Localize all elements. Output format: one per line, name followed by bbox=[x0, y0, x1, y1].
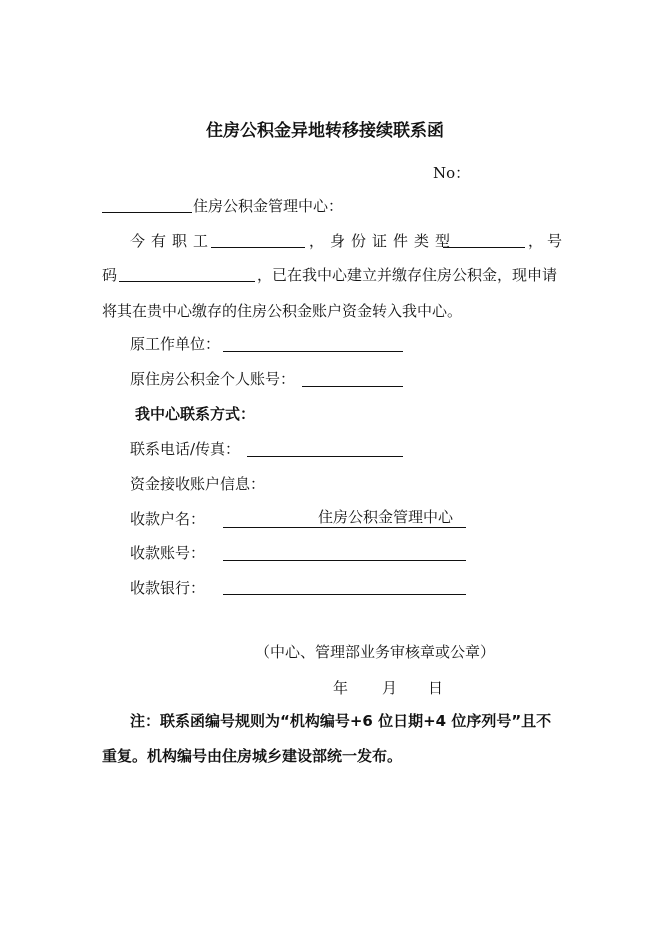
phone-fax-label: 联系电话/传真： bbox=[130, 440, 241, 458]
salutation: 住房公积金管理中心： bbox=[193, 197, 344, 215]
payee-label: 收款户名： bbox=[130, 510, 206, 528]
note-line-1: 注：联系函编号规则为“机构编号+6 位日期+4 位序列号”且不 bbox=[130, 712, 552, 730]
body-text-number: ，号 bbox=[528, 232, 562, 250]
id-number-blank[interactable] bbox=[119, 281, 255, 282]
bank-blank[interactable] bbox=[223, 594, 466, 595]
body-text-employee: 今有职工 bbox=[130, 232, 215, 250]
account-number-label: 收款账号： bbox=[130, 544, 206, 562]
employee-name-blank[interactable] bbox=[211, 247, 305, 248]
body-text-code: 码 bbox=[102, 266, 118, 284]
body-text-transfer: 将其在贵中心缴存的住房公积金账户资金转入我中心。 bbox=[102, 302, 463, 320]
date-year: 年 bbox=[333, 679, 349, 697]
body-text-established: ，已在我中心建立并缴存住房公积金，现申请 bbox=[257, 266, 558, 284]
page-title: 住房公积金异地转移接续联系函 bbox=[206, 121, 444, 141]
bank-label: 收款银行： bbox=[130, 579, 206, 597]
date-day: 日 bbox=[428, 679, 444, 697]
contact-section-heading: 我中心联系方式： bbox=[135, 405, 256, 423]
payee-name-field[interactable] bbox=[223, 507, 466, 528]
stamp-note: （中心、管理部业务审核章或公章） bbox=[255, 643, 496, 661]
number-label: No： bbox=[433, 164, 471, 182]
body-text-id-type: ，身份证件类型 bbox=[309, 232, 457, 250]
original-account-label: 原住房公积金个人账号： bbox=[130, 370, 296, 388]
original-account-blank[interactable] bbox=[302, 386, 403, 387]
recipient-center-blank[interactable] bbox=[102, 212, 192, 213]
date-month: 月 bbox=[382, 679, 398, 697]
phone-fax-blank[interactable] bbox=[247, 456, 403, 457]
original-unit-label: 原工作单位： bbox=[130, 335, 221, 353]
receiving-account-heading: 资金接收账户信息： bbox=[130, 475, 266, 493]
original-unit-blank[interactable] bbox=[223, 351, 403, 352]
account-number-blank[interactable] bbox=[223, 560, 466, 561]
note-line-2: 重复。机构编号由住房城乡建设部统一发布。 bbox=[102, 747, 403, 765]
id-type-blank[interactable] bbox=[443, 247, 525, 248]
payee-name-value: 住房公积金管理中心 bbox=[318, 508, 454, 526]
